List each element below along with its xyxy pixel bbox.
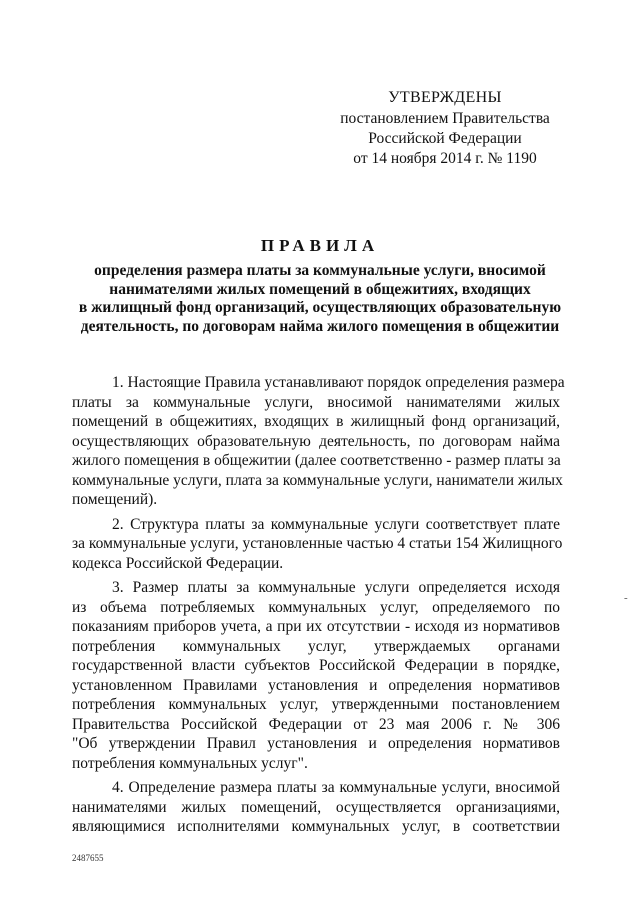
text-line: из объема потребляемых коммунальных услуг, определяемого по bbox=[72, 598, 560, 616]
document-body bbox=[72, 373, 565, 842]
approval-line: от 14 ноября 2014 г. № 1190 bbox=[353, 150, 537, 167]
text-line: установленном Правилами установления и определения нормативов bbox=[72, 676, 560, 694]
subtitle-line: деятельность, по договорам найма жилого помещения в общежитии bbox=[80, 317, 560, 335]
subtitle-line: определения размера платы за коммунальные услуги, вносимой bbox=[94, 262, 546, 279]
text-line: 4. Определение размера платы за коммунальные услуги, вносимой bbox=[112, 779, 560, 796]
paragraph-4 bbox=[72, 778, 560, 837]
text-line: кодекса Российской Федерации. bbox=[72, 554, 284, 572]
text-line: помещений в общежитиях, входящих в жилищный фонд организаций, bbox=[72, 413, 560, 430]
text-line: потребления коммунальных услуг". bbox=[72, 754, 308, 772]
text-line: помещений). bbox=[72, 491, 158, 508]
subtitle-line: нанимателями жилых помещений в общежитиях, входящих bbox=[109, 280, 531, 298]
text-line: показаниям приборов учета, а при их отсутствии - исходя из нормативов bbox=[72, 618, 560, 635]
text-line: "Об утверждении Правил установления и определения нормативов bbox=[72, 735, 560, 752]
paragraph-2 bbox=[72, 515, 563, 574]
text-line: коммунальные услуги, плата за коммунальные услуги, наниматели жилых bbox=[72, 471, 563, 489]
text-line: являющимися исполнителями коммунальных услуг, в соответствии bbox=[72, 818, 560, 835]
paragraph-1 bbox=[72, 373, 565, 510]
approval-line: постановлением Правительства bbox=[340, 110, 550, 127]
margin-mark: - bbox=[624, 592, 628, 604]
text-line: потребления коммунальных услуг, утверждаемых органами bbox=[72, 637, 560, 655]
subtitle-line: в жилищный фонд организаций, осуществляющих образовательную bbox=[78, 299, 562, 316]
text-line: платы за коммунальные услуги, вносимой нанимателями жилых bbox=[72, 393, 560, 411]
document-title: ПРАВИЛА bbox=[260, 236, 380, 255]
text-line: 1. Настоящие Правила устанавливают порядок определения размера bbox=[112, 374, 565, 391]
text-line: 2. Структура платы за коммунальные услуги соответствует плате bbox=[112, 515, 560, 533]
paragraph-3 bbox=[72, 578, 560, 773]
text-line: осуществляющих образовательную деятельность, по договорам найма bbox=[72, 432, 560, 450]
text-line: потребления коммунальных услуг, утвержденными постановлением bbox=[72, 696, 560, 713]
text-line: за коммунальные услуги, установленные частью 4 статьи 154 Жилищного bbox=[72, 535, 563, 552]
text-line: нанимателями жилых помещений, осуществляется организациями, bbox=[72, 798, 560, 816]
document-subtitle bbox=[70, 262, 570, 336]
text-line: 3. Размер платы за коммунальные услуги определяется исходя bbox=[112, 579, 560, 596]
text-line: Правительства Российской Федерации от 23 мая 2006 г. № 306 bbox=[72, 715, 560, 733]
approval-line: Российской Федерации bbox=[368, 130, 522, 147]
document-number: 2487655 bbox=[72, 853, 104, 863]
approval-block bbox=[330, 88, 560, 169]
text-line: государственной власти субъектов Российской Федерации в порядке, bbox=[72, 657, 560, 674]
approval-heading: УТВЕРЖДЕНЫ bbox=[388, 89, 502, 106]
text-line: жилого помещения в общежитии (далее соответственно - размер платы за bbox=[72, 452, 561, 469]
